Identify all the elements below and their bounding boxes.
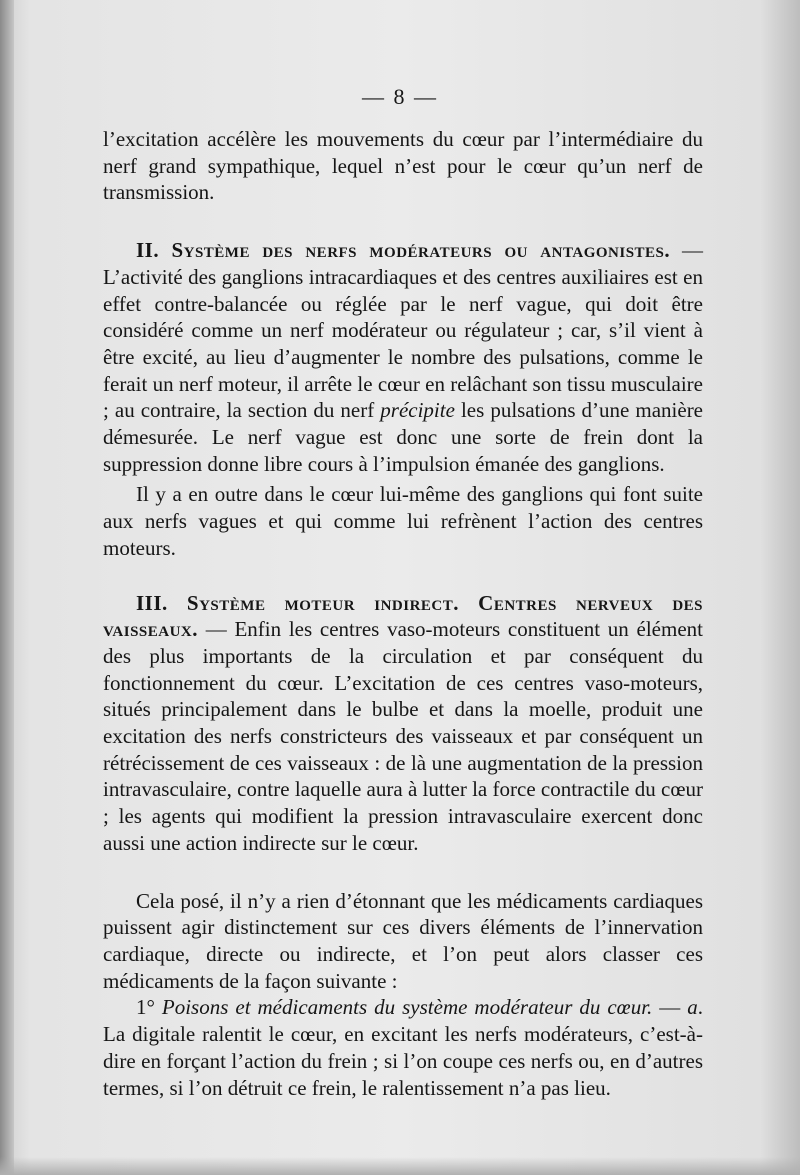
page-number: — 8 —: [362, 84, 438, 109]
paragraph-continuation: l’excitation accélère les mouvements du cœur par l’intermédiaire du nerf grand sympathique, lequel n’est pour le cœur qu’un nerf de transmission.: [103, 127, 703, 205]
paragraph-ganglions: Il y a en outre dans le cœur lui-même des ganglions qui font suite aux nerfs vagues et qui comme lui refrènent l’action des centres moteurs.: [103, 482, 703, 560]
section-gap: [103, 562, 703, 590]
section-2-text-a: — L’activité des ganglions intracardiaques et des centres auxiliaires est en effet contre-balancée ou réglée par le nerf vague, qui doit être considéré comme un nerf modérateur ou régulateur ; car, s’il vient à être excité, au lieu d’augmenter le nombre des pulsations, comme le ferait un nerf moteur, il arrête le cœur en relâchant son tissu musculaire ; au contraire, la section du nerf: [103, 238, 704, 423]
section-3-heading: III. Système moteur indirect. Centres nerveux des vaisseaux.: [103, 590, 703, 642]
section-gap: [103, 206, 703, 237]
paragraph-section-2: [103, 237, 703, 477]
item-1-number: 1°: [136, 995, 162, 1020]
section-2-heading: II. Système des nerfs modérateurs ou antagonistes.: [136, 238, 671, 263]
section-3-text: — Enfin les centres vaso-moteurs constituent un élément des plus importants de la circulation et par conséquent du fonctionnement du cœur. L’excitation de ces centres vaso-moteurs, situés principalement dans le bulbe et dans la moelle, produit une excitation des nerfs constricteurs des vaisseaux et par conséquent un rétrécissement de ces vaisseaux : de là une augmentation de la pression intravasculaire, contre laquelle aura à lutter la force contractile du cœur ; les agents qui modifient la pression intravasculaire exercent donc aussi une action indirecte sur le cœur.: [103, 617, 703, 855]
paragraph-classification: Cela posé, il n’y a rien d’étonnant que les médicaments cardiaques puissent agir distinctement sur ces divers éléments de l’innervation cardiaque, directe ou indirecte, et l’on peut alors classer ces médicaments de la façon suivante :: [103, 888, 703, 993]
item-1-text: . La digitale ralentit le cœur, en excitant les nerfs modérateurs, c’est-à-dire en forçant l’action du frein ; si l’on coupe ces nerfs ou, en d’autres termes, si l’on détruit ce frein, le ralentissement n’a pas lieu.: [103, 995, 704, 1100]
page-binding-shadow: [0, 0, 14, 1175]
section-2-text-b: les pulsations d’une manière démesurée. Le nerf vague est donc une sorte de frein dont la suppression donne libre cours à l’impulsion émanée des ganglions.: [103, 398, 704, 476]
body-text: [103, 126, 703, 1101]
paragraph-section-3: [103, 590, 703, 857]
page-bottom-shadow: [0, 1157, 800, 1175]
item-1-title: Poisons et médicaments du système modérateur du cœur.: [161, 995, 653, 1020]
section-gap: [103, 857, 703, 888]
item-1-dash: —: [652, 995, 688, 1020]
section-2-emphasis: précipite: [380, 398, 455, 423]
item-1-letter: a: [687, 995, 698, 1020]
paragraph-item-1: [103, 994, 703, 1101]
